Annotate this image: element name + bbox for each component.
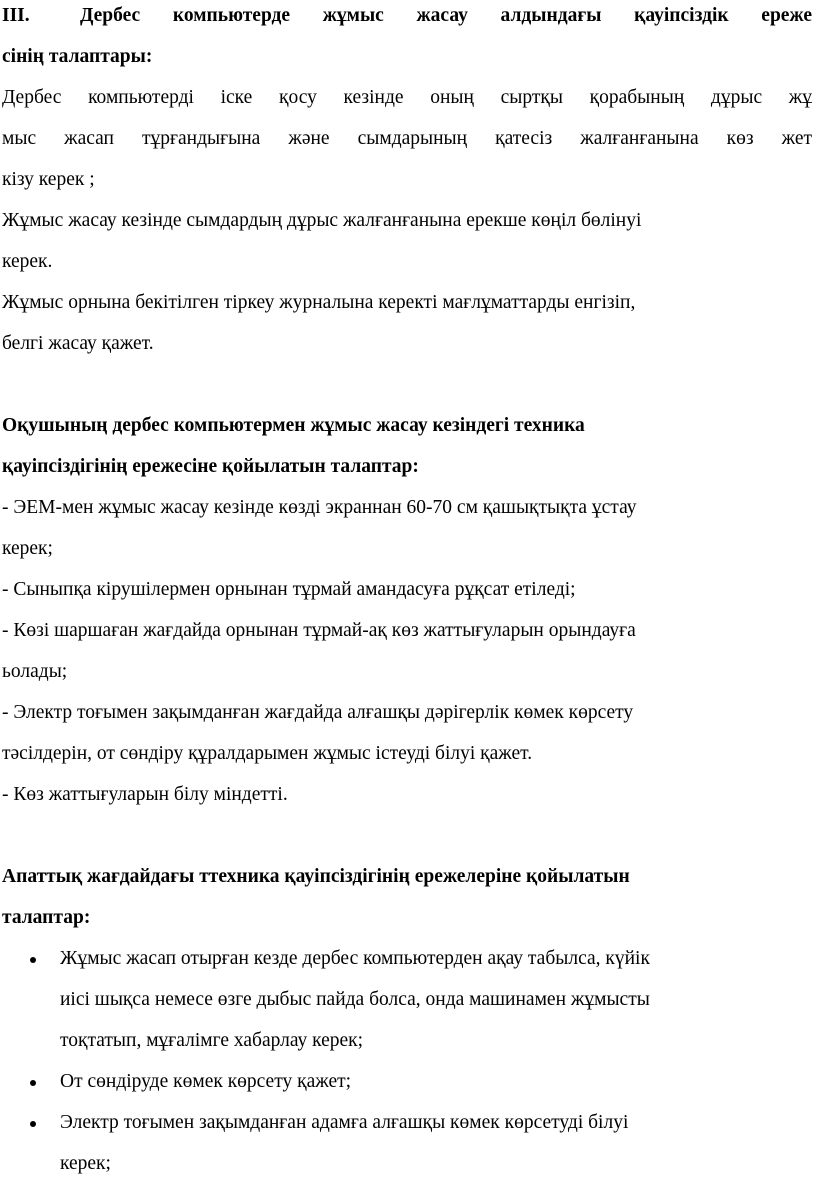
paragraph-line: Жұмыс жасау кезінде сымдардың дұрыс жалғанғанына ерекше көңіл бөлінуі [2,210,642,231]
bullet-icon [30,947,40,971]
paragraph-line: Жұмыс орнына бекітілген тіркеу журналына керекті мағлұматтарды енгізіп, [2,292,636,313]
section-heading: Апаттық жағдайдағы ттехника қауіпсіздігінің ережелеріне қойылатын [2,866,630,887]
list-item-continuation: ьолады; [2,661,68,682]
section-title-line: талаптар: [2,907,91,928]
section-heading [2,4,812,28]
bullet-item-continuation: керек; [60,1153,111,1174]
section-heading: Оқушының дербес компьютермен жұмыс жасау кезіндегі техника [2,415,585,436]
paragraph-line: кізу керек ; [2,169,95,190]
paragraph-line: Дербес компьютерді іске қосу кезінде оның сыртқы қорабының дұрыс жұ [2,87,812,108]
section-number: III. [2,5,30,26]
list-item: - ЭЕМ-мен жұмыс жасау кезінде көзді экраннан 60-70 см қашықтықта ұстау [2,497,637,518]
bullet-item: Жұмыс жасап отырған кезде дербес компьютерден ақау табылса, күйік [60,948,650,969]
list-item: - Көз жаттығуларын білу міндетті. [2,784,288,805]
list-item: - Көзі шаршаған жағдайда орнынан тұрмай-ақ көз жаттығуларын орындауға [2,620,636,641]
bullet-item: От сөндіруде көмек көрсету қажет; [60,1071,352,1092]
bullet-icon [30,1070,40,1094]
list-item-continuation: керек; [2,538,53,559]
paragraph-line: белгі жасау қажет. [2,333,154,354]
bullet-icon [30,1111,40,1135]
paragraph-line: керек. [2,251,53,272]
list-item: - Сыныпқа кірушілермен орнынан тұрмай амандасуға рұқсат етіледі; [2,579,576,600]
list-item-continuation: тәсілдерін, от сөндіру құралдарымен жұмыс істеуді білуі қажет. [2,743,533,764]
paragraph-line: мыс жасап тұрғандығына және сымдарының қатесіз жалғанғанына көз жет [2,128,812,149]
list-item: - Электр тоғымен зақымданған жағдайда алғашқы дәрігерлік көмек көрсету [2,702,634,723]
section-title-line: Дербес компьютерде жұмыс жасау алдындағы қауіпсіздік ереже [80,5,812,26]
bullet-item-continuation: иісі шықса немесе өзге дыбыс пайда болса, онда машинамен жұмысты [60,989,650,1010]
section-title-line: қауіпсіздігінің ережесіне қойылатын талаптар: [2,456,419,477]
bullet-item-continuation: тоқтатып, мұғалімге хабарлау керек; [60,1030,364,1051]
section-title-line: сінің талаптары: [2,46,153,67]
bullet-item: Электр тоғымен зақымданған адамға алғашқы көмек көрсетуді білуі [60,1112,629,1133]
